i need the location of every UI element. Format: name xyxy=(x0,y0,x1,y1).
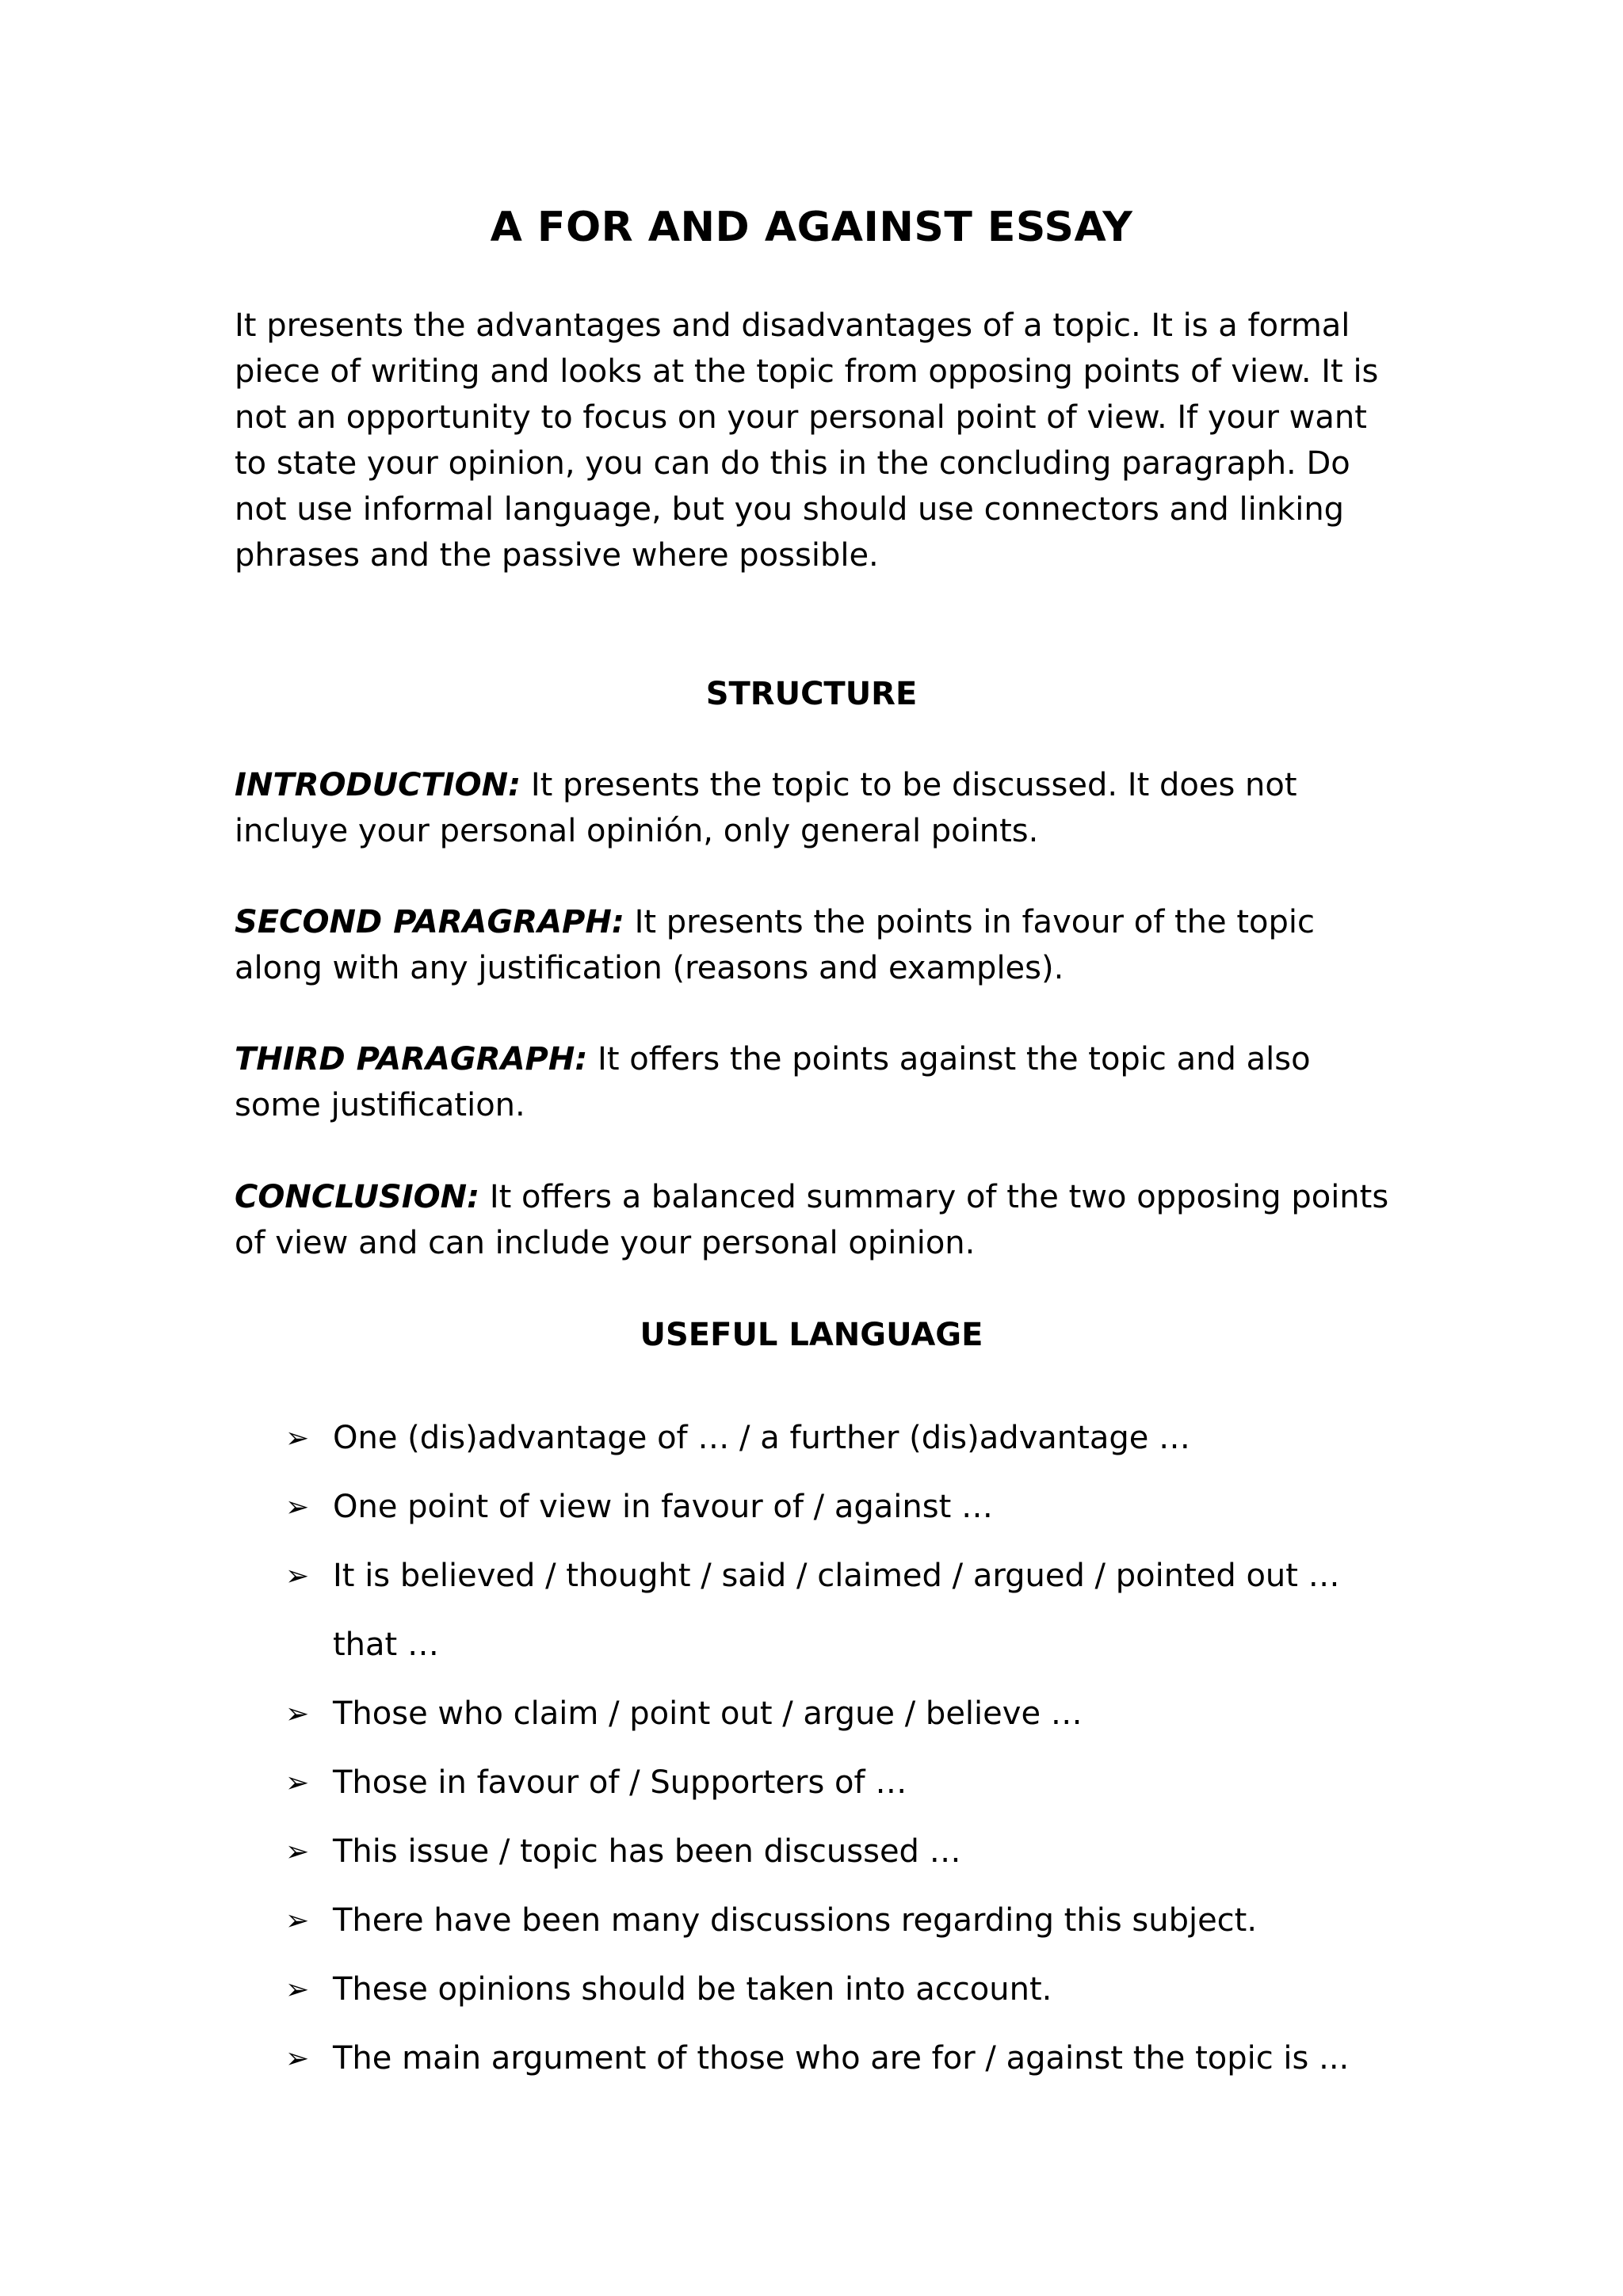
page-title: A FOR AND AGAINST ESSAY xyxy=(490,204,1133,251)
list-item-text: Those who claim / point out / argue / believe … xyxy=(333,1695,1083,1732)
useful-language-list xyxy=(285,1404,1411,2093)
list-item xyxy=(285,1749,1411,1817)
arrowhead-bullet-icon: ➢ xyxy=(285,1422,310,1455)
arrowhead-bullet-icon: ➢ xyxy=(285,1767,310,1799)
arrowhead-bullet-icon: ➢ xyxy=(285,2042,310,2075)
section-label: THIRD PARAGRAPH: xyxy=(235,1041,588,1077)
list-item-text: Those in favour of / Supporters of … xyxy=(333,1764,907,1801)
arrowhead-bullet-icon: ➢ xyxy=(285,1974,310,2006)
list-item-text: This issue / topic has been discussed … xyxy=(333,1833,961,1870)
list-item-text: It is believed / thought / said / claimed / argued / pointed out … that … xyxy=(333,1558,1340,1663)
structure-introduction xyxy=(235,762,1400,854)
section-text: It offers the points against the topic and also some justification. xyxy=(235,1041,1311,1123)
list-item xyxy=(285,1542,1411,1680)
structure-conclusion xyxy=(235,1174,1400,1266)
structure-heading: STRUCTURE xyxy=(705,676,918,712)
section-text: It presents the topic to be discussed. It does not incluye your personal opinión, only general points. xyxy=(235,767,1297,849)
useful-language-heading: USEFUL LANGUAGE xyxy=(640,1317,983,1353)
list-item xyxy=(285,1817,1411,1886)
section-text: It offers a balanced summary of the two opposing points of view and can include your personal opinion. xyxy=(235,1179,1389,1261)
list-item-text: These opinions should be taken into account. xyxy=(333,1971,1052,2008)
list-item xyxy=(285,2024,1411,2093)
list-item xyxy=(285,1404,1411,1473)
list-item-text: One (dis)advantage of … / a further (dis)advantage … xyxy=(333,1420,1191,1456)
list-item xyxy=(285,1955,1411,2024)
list-item-text: One point of view in favour of / against … xyxy=(333,1489,993,1525)
arrowhead-bullet-icon: ➢ xyxy=(285,1905,310,1937)
structure-second-paragraph xyxy=(235,899,1400,991)
arrowhead-bullet-icon: ➢ xyxy=(285,1836,310,1868)
section-label: CONCLUSION: xyxy=(235,1179,480,1215)
list-item xyxy=(285,1680,1411,1749)
arrowhead-bullet-icon: ➢ xyxy=(285,1698,310,1730)
arrowhead-bullet-icon: ➢ xyxy=(285,1491,310,1524)
list-item-text: The main argument of those who are for / against the topic is ... xyxy=(333,2040,1350,2077)
section-text: It presents the points in favour of the topic along with any justification (reasons and examples). xyxy=(235,904,1315,986)
section-label: SECOND PARAGRAPH: xyxy=(235,904,624,940)
structure-third-paragraph xyxy=(235,1036,1400,1128)
section-label: INTRODUCTION: xyxy=(235,767,521,803)
list-item xyxy=(285,1473,1411,1542)
intro-paragraph: It presents the advantages and disadvantages of a topic. It is a formal piece of writing and looks at the topic from opposing points of view. It is not an opportunity to focus on your personal point of view. If your want to state your opinion, you can do this in the concluding paragraph. Do not use informal language, but you should use connectors and linking phrases and the passive where possible. xyxy=(235,307,1379,574)
list-item xyxy=(285,1886,1411,1955)
list-item-text: There have been many discussions regarding this subject. xyxy=(333,1902,1258,1939)
arrowhead-bullet-icon: ➢ xyxy=(285,1560,310,1592)
